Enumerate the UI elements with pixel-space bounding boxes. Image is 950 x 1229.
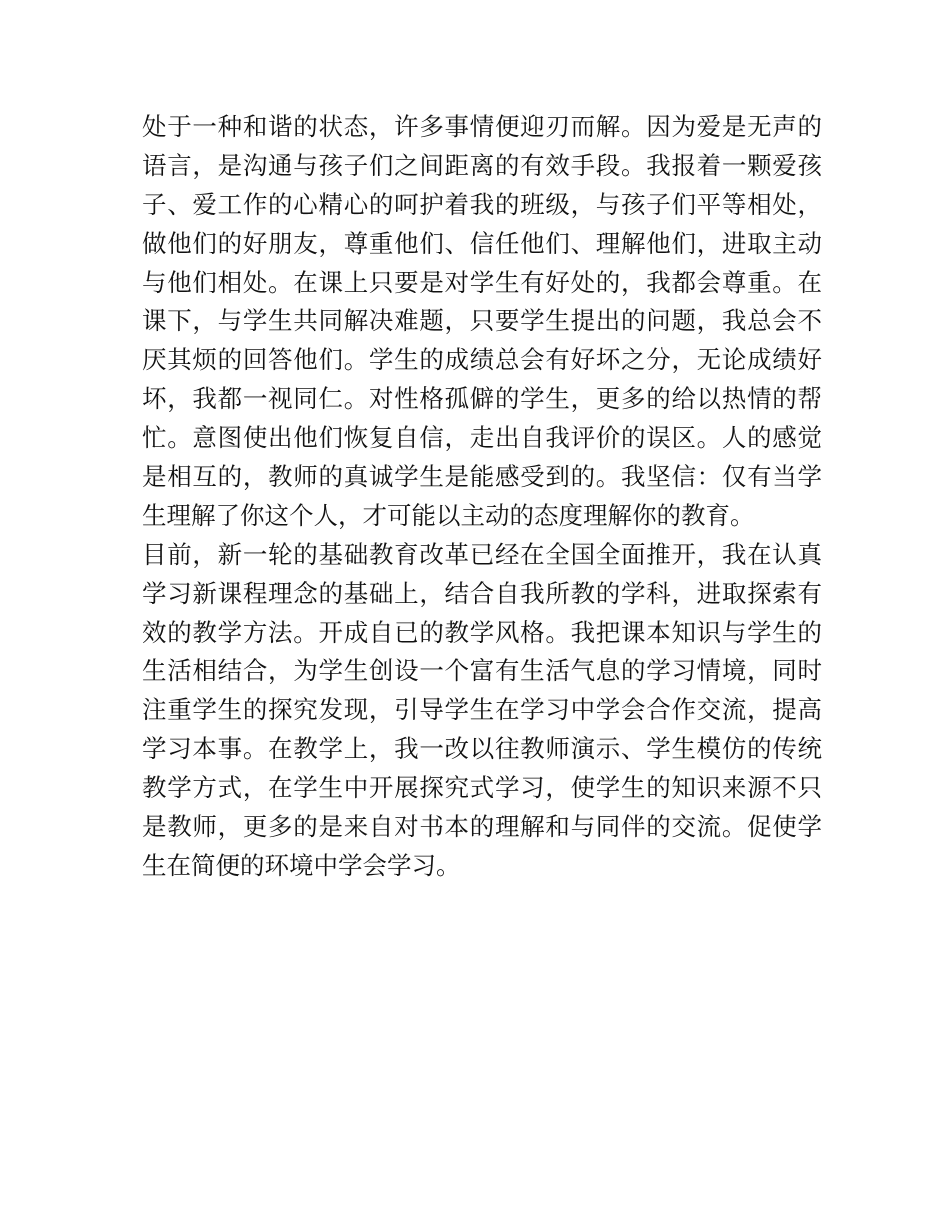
text-line: 目前，新一轮的基础教育改革已经在全国全面推开，我在认真 (142, 539, 822, 569)
text-line: 生理解了你这个人，才可能以主动的态度理解你的教育。 (142, 500, 755, 530)
text-line: 生在简便的环境中学会学习。 (142, 850, 461, 880)
text-line: 教学方式，在学生中开展探究式学习，使学生的知识来源不只 (142, 773, 822, 803)
text-line: 坏，我都一视同仁。对性格孤僻的学生，更多的给以热情的帮 (142, 384, 822, 414)
text-line: 是相互的，教师的真诚学生是能感受到的。我坚信：仅有当学 (142, 462, 822, 492)
body-text (142, 108, 822, 886)
paragraph-2 (142, 536, 822, 886)
text-line: 是教师，更多的是来自对书本的理解和与同伴的交流。促使学 (142, 812, 822, 842)
text-line: 效的教学方法。开成自已的教学风格。我把课本知识与学生的 (142, 617, 822, 647)
text-line: 忙。意图使出他们恢复自信，走出自我评价的误区。人的感觉 (142, 423, 822, 453)
text-line: 学习本事。在教学上，我一改以往教师演示、学生模仿的传统 (142, 734, 822, 764)
text-line: 学习新课程理念的基础上，结合自我所教的学科，进取探索有 (142, 578, 822, 608)
text-line: 处于一种和谐的状态，许多事情便迎刃而解。因为爱是无声的 (142, 112, 822, 141)
text-line: 生活相结合，为学生创设一个富有生活气息的学习情境，同时 (142, 656, 822, 686)
paragraph-1 (142, 108, 822, 536)
text-line: 语言，是沟通与孩子们之间距离的有效手段。我报着一颗爱孩 (142, 150, 822, 180)
text-line: 子、爱工作的心精心的呵护着我的班级，与孩子们平等相处， (142, 189, 822, 219)
text-line: 与他们相处。在课上只要是对学生有好处的，我都会尊重。在 (142, 267, 822, 297)
text-line: 做他们的好朋友，尊重他们、信任他们、理解他们，进取主动 (142, 228, 822, 258)
text-line: 课下，与学生共同解决难题，只要学生提出的问题，我总会不 (142, 306, 822, 336)
text-line: 注重学生的探究发现，引导学生在学习中学会合作交流，提高 (142, 695, 822, 725)
text-line: 厌其烦的回答他们。学生的成绩总会有好坏之分，无论成绩好 (142, 345, 822, 375)
